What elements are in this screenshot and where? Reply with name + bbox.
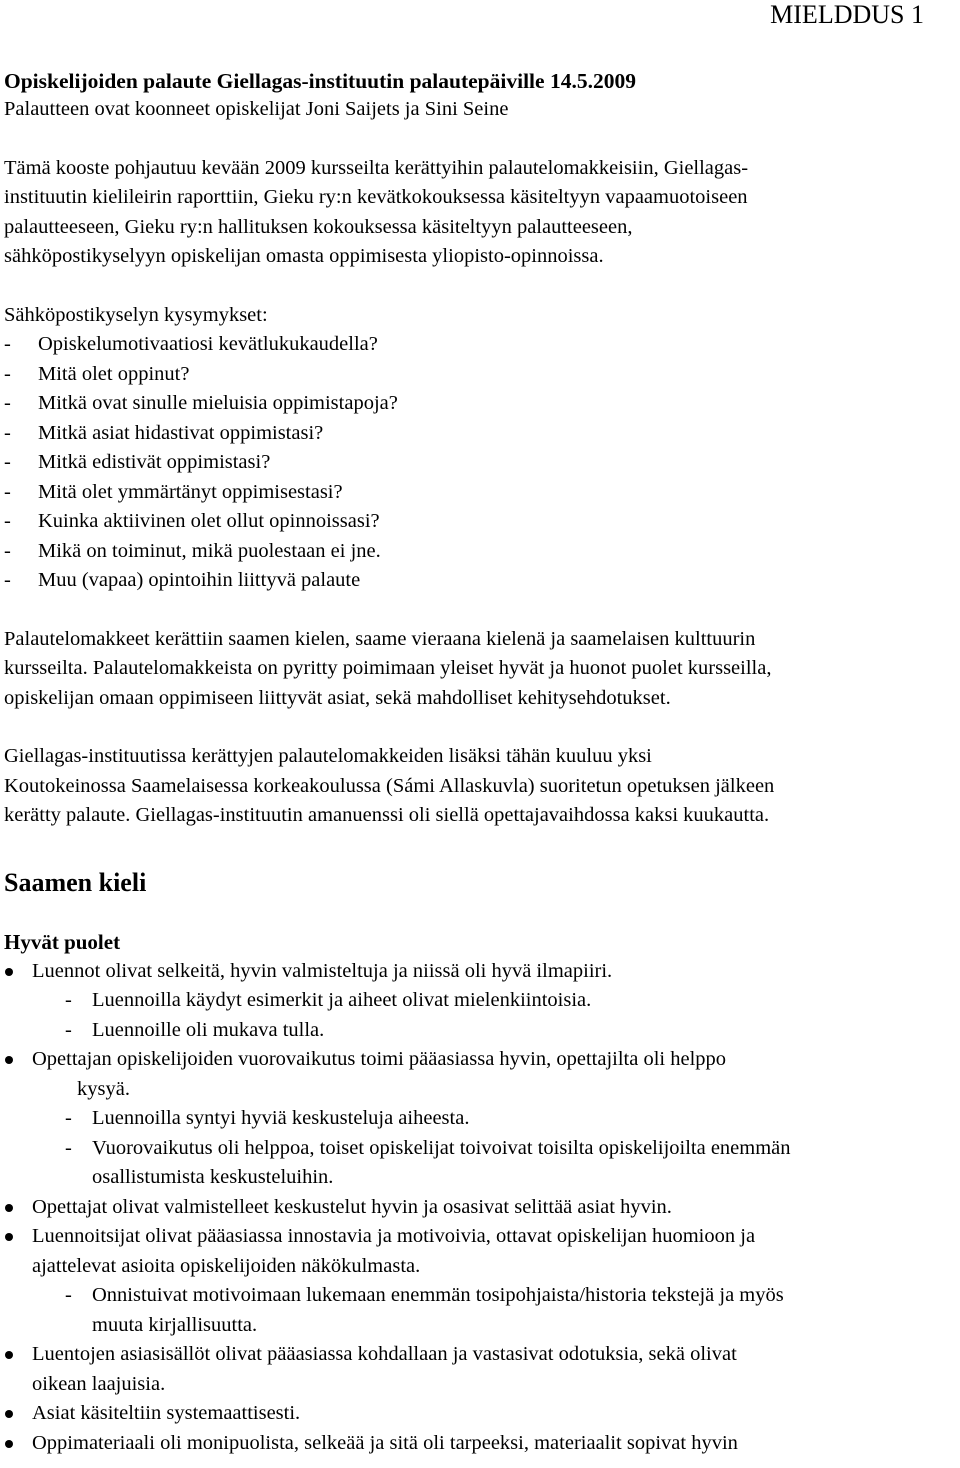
intro-line: instituutin kielileirin raporttiin, Gieku ry:n kevätkokouksessa käsiteltyyn vapaamuotoiseen — [4, 186, 748, 208]
sub-list — [32, 1281, 956, 1340]
question-item: - Mitkä edistivät oppimistasi? — [4, 451, 271, 473]
bullet-dot-icon — [5, 968, 13, 976]
good-points-list — [4, 957, 956, 1459]
question-item: - Opiskelumotivaatiosi kevätlukukaudella? — [4, 333, 378, 355]
question-item: - Muu (vapaa) opintoihin liittyvä palaute — [4, 569, 361, 591]
bullet-dot-icon — [5, 1410, 13, 1418]
document-title: Opiskelijoiden palaute Giellagas-instituutin palautepäiville 14.5.2009 — [4, 69, 636, 93]
paragraph-line: Koutokeinossa Saamelaisessa korkeakoulussa (Sámi Allaskuvla) suoritetun opetuksen jälkeen — [4, 774, 775, 797]
bullet-dot-icon — [5, 1056, 13, 1064]
subsection-title: Hyvät puolet — [4, 929, 121, 954]
paragraph-line: kursseilta. Palautelomakkeista on pyritty poimimaan yleiset hyvät ja huonot puolet kursseilla, — [4, 657, 772, 679]
paragraph-line: Giellagas-instituutissa kerättyjen palautelomakkeiden lisäksi tähän kuuluu yksi — [4, 745, 652, 767]
authors-line: Palautteen ovat koonneet opiskelijat Joni Saijets ja Sini Seine — [4, 98, 509, 120]
sub-list — [32, 986, 956, 1045]
bullet-dot-icon — [5, 1233, 13, 1241]
paragraph-line: kerätty palaute. Giellagas-instituutin amanuenssi oli siellä opettajavaihdossa kaksi kuukautta. — [4, 804, 770, 826]
intro-line: sähköpostikyselyyn opiskelijan omasta oppimisesta yliopisto-opinnoissa. — [4, 245, 604, 267]
bullet-dot-icon — [5, 1204, 13, 1212]
question-item: - Mikä on toiminut, mikä puolestaan ei jne. — [4, 539, 381, 562]
sub-item: - Vuorovaikutus oli helppoa, toiset opiskelijat toivoivat toisilta opiskelijoilta enemmän osallistumista keskusteluihin. — [65, 1136, 791, 1188]
sub-list — [32, 1104, 956, 1193]
questions-heading: Sähköpostikyselyn kysymykset: — [4, 303, 268, 326]
intro-line: palautteeseen, Gieku ry:n hallituksen kokouksessa käsiteltyyn palautteeseen, — [4, 215, 633, 238]
question-item: - Mitkä ovat sinulle mieluisia oppimistapoja? — [4, 392, 398, 414]
sub-item: - Onnistuivat motivoimaan lukemaan enemmän tosipohjaista/historia tekstejä ja myös muuta kirjallisuutta. — [65, 1284, 784, 1336]
document-body — [4, 67, 956, 1458]
sub-item: - Luennoilla syntyi hyviä keskusteluja aiheesta. — [65, 1107, 470, 1129]
kautokeino-paragraph — [4, 742, 956, 831]
page-header-label: MIELDDUS 1 — [770, 0, 924, 29]
question-item: - Mitä olet ymmärtänyt oppimisestasi? — [4, 480, 343, 503]
question-item: - Mitä olet oppinut? — [4, 362, 190, 385]
paragraph-line: opiskelijan omaan oppimiseen liittyvät asiat, sekä mahdolliset kehitysehdotukset. — [4, 686, 671, 709]
questions-list — [4, 330, 956, 596]
sub-item: - Luennoilla käydyt esimerkit ja aiheet olivat mielenkiintoisia. — [65, 989, 592, 1011]
section-title: Saamen kieli — [4, 867, 147, 897]
intro-line: Tämä kooste pohjautuu kevään 2009 kursseilta kerättyihin palautelomakkeisiin, Giellagas- — [4, 156, 749, 179]
bullet-item: Luennot olivat selkeitä, hyvin valmisteltuja ja niissä oli hyvä ilmapiiri. - Luennoilla käydyt esimerkit ja aiheet olivat mielenkiintoisia. - Luennoille oli mukava tulla. — [4, 957, 956, 1046]
question-item: - Kuinka aktiivinen olet ollut opinnoissasi? — [4, 510, 380, 532]
question-item: - Mitkä asiat hidastivat oppimistasi? — [4, 421, 324, 444]
bullet-item: Opettajat olivat valmistelleet keskustelut hyvin ja osasivat selittää asiat hyvin. — [4, 1193, 956, 1223]
feedback-forms-paragraph — [4, 625, 956, 714]
bullet-item: Oppimateriaali oli monipuolista, selkeää ja sitä oli tarpeeksi, materiaalit sopivat hyvin — [4, 1429, 956, 1459]
paragraph-line: Palautelomakkeet kerättiin saamen kielen, saame vieraana kielenä ja saamelaisen kulttuurin — [4, 627, 756, 650]
bullet-item: Opettajan opiskelijoiden vuorovaikutus toimi pääasiassa hyvin, opettajilta oli helppo kysyä. - Luennoilla syntyi hyviä keskusteluja aiheesta. - Vuorovaikutus oli helppoa, toiset opiskelijat toivoivat toisilta opiskelijoilta enemmän osallistumista keskusteluihin. — [4, 1045, 956, 1193]
bullet-item: Luentojen asiasisällöt olivat pääasiassa kohdallaan ja vastasivat odotuksia, sekä olivat oikean laajuisia. — [4, 1340, 956, 1399]
bullet-dot-icon — [5, 1351, 13, 1359]
bullet-item: Luennoitsijat olivat pääasiassa innostavia ja motivoivia, ottavat opiskelijan huomioon ja ajattelevat asioita opiskelijoiden näkökulmasta. - Onnistuivat motivoimaan lukemaan enemmän tosipohjaista/historia tekstejä ja myös muuta kirjallisuutta. — [4, 1222, 956, 1340]
bullet-dot-icon — [5, 1440, 13, 1448]
intro-paragraph — [4, 154, 956, 272]
bullet-item: Asiat käsiteltiin systemaattisesti. — [4, 1399, 956, 1429]
sub-item: - Luennoille oli mukava tulla. — [65, 1018, 325, 1041]
